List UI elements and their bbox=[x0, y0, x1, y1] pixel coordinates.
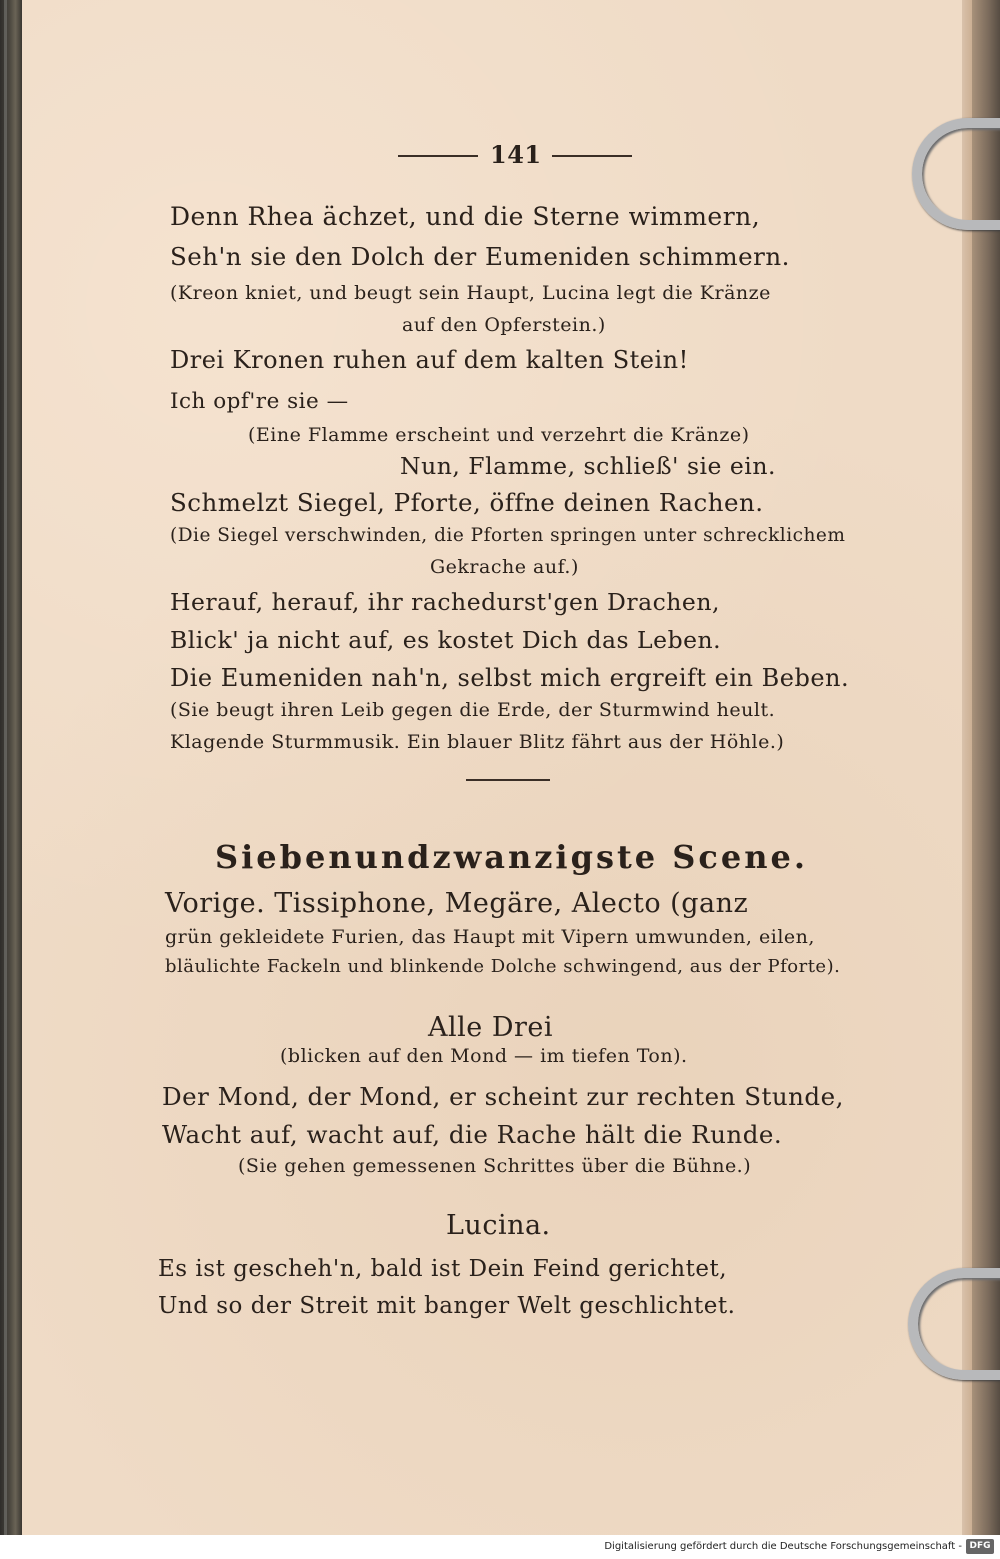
speaker-name: Alle Drei bbox=[428, 1012, 553, 1043]
stage-direction: (Eine Flamme erscheint und verzehrt die Kränze) bbox=[248, 424, 750, 446]
header-rule-left bbox=[398, 155, 478, 157]
stage-direction: (Sie gehen gemessenen Schrittes über die Bühne.) bbox=[238, 1155, 752, 1177]
verse-line: Blick' ja nicht auf, es kostet Dich das Leben. bbox=[170, 626, 722, 654]
stage-direction: (blicken auf den Mond — im tiefen Ton). bbox=[280, 1045, 688, 1067]
section-divider bbox=[466, 779, 550, 781]
stage-direction: auf den Opferstein.) bbox=[402, 314, 606, 336]
verse-line: Der Mond, der Mond, er scheint zur rechten Stunde, bbox=[162, 1082, 844, 1111]
verse-line: Und so der Streit mit banger Welt geschlichtet. bbox=[158, 1293, 736, 1319]
stage-direction: (Sie beugt ihren Leib gegen die Erde, der Sturmwind heult. bbox=[170, 699, 776, 721]
dfg-logo-icon: DFG bbox=[966, 1539, 994, 1554]
verse-line: Denn Rhea ächzet, und die Sterne wimmern, bbox=[170, 202, 761, 231]
footer-credit: Digitalisierung gefördert durch die Deutsche Forschungsgemeinschaft - bbox=[604, 1541, 962, 1552]
verse-line: Drei Kronen ruhen auf dem kalten Stein! bbox=[170, 346, 689, 374]
stage-direction: Klagende Sturmmusik. Ein blauer Blitz fährt aus der Höhle.) bbox=[170, 731, 785, 753]
scene-heading: Siebenundzwanzigste Scene. bbox=[215, 838, 808, 876]
verse-line: Nun, Flamme, schließ' sie ein. bbox=[400, 452, 776, 480]
header-rule-right bbox=[552, 155, 632, 157]
scene-description: bläulichte Fackeln und blinkende Dolche schwingend, aus der Pforte). bbox=[165, 956, 841, 977]
stage-direction: Gekrache auf.) bbox=[430, 556, 579, 578]
verse-line: Die Eumeniden nah'n, selbst mich ergreift ein Beben. bbox=[170, 664, 850, 692]
scene-description: Vorige. Tissiphone, Megäre, Alecto (ganz bbox=[165, 888, 749, 919]
footer-bar bbox=[0, 1535, 1000, 1559]
verse-line: Ich opf're sie — bbox=[170, 389, 349, 414]
verse-line: Wacht auf, wacht auf, die Rache hält die Runde. bbox=[162, 1120, 783, 1149]
stage-direction: (Kreon kniet, und beugt sein Haupt, Lucina legt die Kränze bbox=[170, 282, 771, 304]
stage-direction: (Die Siegel verschwinden, die Pforten springen unter schrecklichem bbox=[170, 525, 846, 546]
page-number: 141 bbox=[490, 140, 542, 169]
scene-description: grün gekleidete Furien, das Haupt mit Vipern umwunden, eilen, bbox=[165, 926, 815, 948]
verse-line: Herauf, herauf, ihr rachedurst'gen Drachen, bbox=[170, 588, 720, 616]
verse-line: Schmelzt Siegel, Pforte, öffne deinen Rachen. bbox=[170, 488, 764, 517]
speaker-name: Lucina. bbox=[446, 1210, 551, 1241]
verse-line: Es ist gescheh'n, bald ist Dein Feind gerichtet, bbox=[158, 1256, 728, 1282]
book-cover-edge bbox=[0, 0, 22, 1535]
verse-line: Seh'n sie den Dolch der Eumeniden schimmern. bbox=[170, 242, 790, 271]
